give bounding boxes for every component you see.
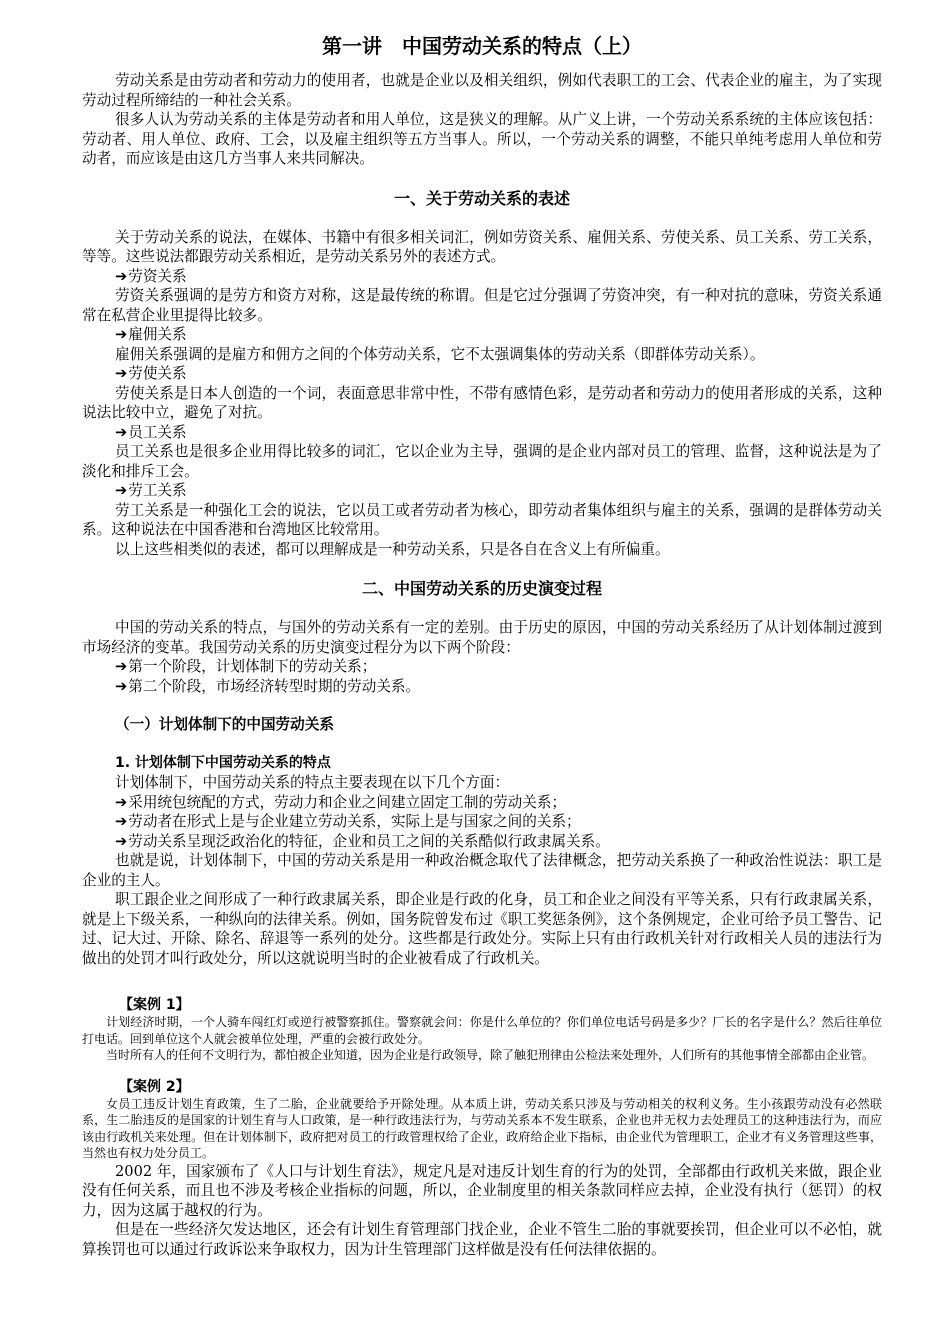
lecture-title: 第一讲 中国劳动关系的特点（上） <box>322 34 642 58</box>
section-intro: 中国的劳动关系的特点，与国外的劳动关系有一定的差别。由于历史的原因，中国的劳动关系经历了从计划体制过渡到市场经济的变革。我国劳动关系的历史演变过程分为以下两个阶段： <box>82 619 882 656</box>
intro-paragraph: 劳动关系是由劳动者和劳动力的使用者，也就是企业以及相关组织，例如代表职工的工会、代表企业的雇主，为了实现劳动过程所缔结的一种社会关系。 <box>82 72 882 109</box>
term-description: 员工关系也是很多企业用得比较多的词汇，它以企业为主导，强调的是企业内部对员工的管理、监督，这种说法是为了淡化和排斥工会。 <box>82 443 882 480</box>
arrow-right-icon: ➔ <box>115 326 128 343</box>
section-heading: 二、中国劳动关系的历史演变过程 <box>361 579 602 598</box>
arrow-right-icon: ➔ <box>115 423 128 441</box>
arrow-right-icon: ➔ <box>115 482 128 499</box>
intro-paragraph: 很多人认为劳动关系的主体是劳动者和用人单位，这是狭义的理解。从广义上讲，一个劳动关系系统的主体应该包括：劳动者、用人单位、政府、工会，以及雇主组织等五方当事人。所以，一个劳动关系的调整，不能只单纯考虑用人单位和劳动者，而应该是由这几方当事人来共同解决。 <box>82 111 882 167</box>
section-heading: 一、关于劳动关系的表述 <box>393 188 570 208</box>
term-description: 劳资关系强调的是劳方和资方对称，这是最传统的称谓。但是它过分强调了劳资冲突，有一种对抗的意味，劳资关系通常在私营企业里提得比较多。 <box>82 287 882 324</box>
body-paragraph: 职工跟企业之间形成了一种行政隶属关系，即企业是行政的化身，员工和企业之间没有平等关系，只有行政隶属关系，就是上下级关系，一种纵向的法律关系。例如，国务院曾发布过《职工奖惩条例》，这个条例规定，企业可给予员工警告、记过、记大过、开除、除名、辞退等一系列的处分。这些都是行政处分。实际上只有由行政机关针对行政相关人员的违法行为做出的处罚才叫行政处分，所以这就说明当时的企业被看成了行政机关。 <box>82 891 882 967</box>
case-title: 【案例 2】 <box>119 1078 190 1095</box>
section-summary: 以上这些相类似的表述，都可以理解成是一种劳动关系，只是各自在含义上有所偏重。 <box>115 540 670 558</box>
closing-paragraph: 但是在一些经济欠发达地区，还会有计划生育管理部门找企业，企业不管生二胎的事就要挨罚，但企业可以不必怕，就算挨罚也可以通过行政诉讼来争取权力，因为计生管理部门这样做是没有任何法律依据的。 <box>82 1221 882 1258</box>
term-label: ➔员工关系 <box>115 423 187 441</box>
arrow-right-icon: ➔ <box>115 677 128 695</box>
case-text: 计划经济时期，一个人骑车闯红灯或逆行被警察抓住。警察就会问：你是什么单位的？你们单位电话号码是多少？厂长的名字是什么？然后往单位打电话。回到单位这个人就会被单位处理，严重的会被行政处分。 <box>82 1015 882 1046</box>
term-label: ➔劳资关系 <box>115 267 187 285</box>
body-paragraph: 也就是说，计划体制下，中国的劳动关系是用一种政治概念取代了法律概念，把劳动关系换了一种政治性说法：职工是企业的主人。 <box>82 852 882 889</box>
closing-paragraph: 2002 年，国家颁布了《人口与计划生育法》，规定凡是对违反计划生育的行为的处罚，全部都由行政机关来做，跟企业没有任何关系，而且也不涉及考核企业指标的问题，所以，企业制度里的相关条款同样应去掉，企业没有执行（惩罚）的权力，因为这属于越权的行为。 <box>82 1162 882 1219</box>
term-description: 雇佣关系强调的是雇方和佣方之间的个体劳动关系，它不太强调集体的劳动关系（即群体劳动关系）。 <box>115 345 765 363</box>
point-intro: 计划体制下，中国劳动关系的特点主要表现在以下几个方面： <box>115 774 510 791</box>
point-heading: 1. 计划体制下中国劳动关系的特点 <box>115 755 331 771</box>
term-description: 劳使关系是日本人创造的一个词，表面意思非常中性，不带有感情色彩，是劳动者和劳动力的使用者形成的关系，这种说法比较中立，避免了对抗。 <box>82 384 882 421</box>
arrow-right-icon: ➔ <box>115 793 128 811</box>
term-label: ➔雇佣关系 <box>115 326 187 343</box>
section-intro: 关于劳动关系的说法，在媒体、书籍中有很多相关词汇，例如劳资关系、雇佣关系、劳使关系、员工关系、劳工关系，等等。这些说法都跟劳动关系相近，是劳动关系另外的表述方式。 <box>82 228 882 265</box>
term-label: ➔劳使关系 <box>115 365 187 382</box>
arrow-right-icon: ➔ <box>115 365 128 382</box>
document-page <box>82 32 882 1259</box>
case-text: 当时所有人的任何不文明行为，都怕被企业知道，因为企业是行政领导，除了触犯刑律由公检法来处理外，人们所有的其他事情全部都由企业管。 <box>106 1048 875 1062</box>
arrow-right-icon: ➔ <box>115 813 128 830</box>
arrow-right-icon: ➔ <box>115 658 128 675</box>
case-title: 【案例 1】 <box>119 997 190 1013</box>
arrow-right-icon: ➔ <box>115 267 128 285</box>
term-label: ➔劳工关系 <box>115 482 187 499</box>
feature-item: ➔采用统包统配的方式，劳动力和企业之间建立固定工制的劳动关系； <box>115 793 567 811</box>
stage-item: ➔第二个阶段，市场经济转型时期的劳动关系。 <box>115 677 421 695</box>
subsection-heading: （一）计划体制下的中国劳动关系 <box>115 716 334 733</box>
case-text: 女员工违反计划生育政策，生了二胎，企业就要给予开除处理。从本质上讲，劳动关系只涉及与劳动相关的权利义务。生小孩跟劳动没有必然联系，生二胎违反的是国家的计划生育与人口政策，是一种行政违法行为，与劳动关系本不发生联系，企业也并无权力去处理员工的这种违法行为，而应该由行政机关来处理。但在计划体制下，政府把对员工的行政管理权给了企业，政府给企业下指标，由企业代为管理职工，企业才有义务管理这些事，当然也有权力处分员工。 <box>82 1096 882 1160</box>
stage-item: ➔第一个阶段，计划体制下的劳动关系； <box>115 658 377 675</box>
term-description: 劳工关系是一种强化工会的说法，它以员工或者劳动者为核心，即劳动者集体组织与雇主的关系，强调的是群体劳动关系。这种说法在中国香港和台湾地区比较常用。 <box>82 501 882 538</box>
arrow-right-icon: ➔ <box>115 832 128 850</box>
feature-item: ➔劳动者在形式上是与企业建立劳动关系，实际上是与国家之间的关系； <box>115 813 581 830</box>
feature-item: ➔劳动关系呈现泛政治化的特征，企业和员工之间的关系酷似行政隶属关系。 <box>115 832 610 850</box>
